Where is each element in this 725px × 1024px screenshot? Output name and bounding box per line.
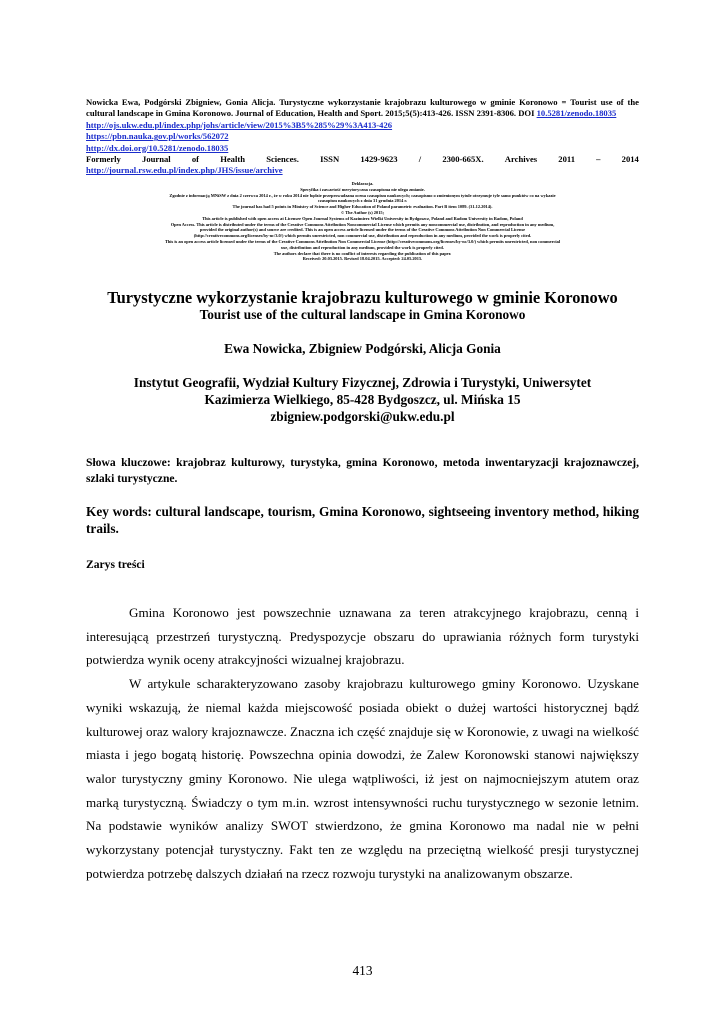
author-email: zbigniew.podgorski@ukw.edu.pl [270,409,455,424]
paragraph: Gmina Koronowo jest powszechnie uznawana za teren atrakcyjnego krajobrazu, cenną i interesującą przestrzeń turystyczną. Predyspozycje obszaru do uprawiania różnych form turystyki potwierdza wynik oceny atrakcyjności wizualnej krajobrazu. [86,605,639,668]
dx-doi-link[interactable]: http://dx.doi.org/10.5281/zenodo.18035 [86,142,229,153]
declaration-line: (http://creativecommons.org/licenses/by-nc/3.0/) which permits unrestricted, non commercial use, distribution and reproduction in any medium, provided the work is properly cited. [193,233,532,239]
declaration-line: use, distribution and reproduction in any medium, provided the work is properly cited. [281,244,444,250]
article-title-polish: Turystyczne wykorzystanie krajobrazu kulturowego w gminie Koronowo [107,288,618,307]
keywords-english: Key words: cultural landscape, tourism, Gmina Koronowo, sightseeing inventory method, hiking trails. [86,504,639,536]
declaration-line: The authors declare that there is no conflict of interests regarding the publication of this paper. [273,250,452,256]
paragraph: W artykule scharakteryzowano zasoby krajobrazu kulturowego gminy Koronowo. Uzyskane wyniki wskazują, że niemal każda miejscowość posiada obiekt o dużej wartości historycznej bądź kulturowej oraz walory krajoznawcze. Znaczna ich część znajduje się w Koronowie, z uwagi na wielkość miasta i jego bogatą historię. Powszechna opinia dowodzi, że Zalew Koronowski stanowi największy walor turystyczny gminy Koronowo. Nie ulega wątpliwości, iż jest on najmocniejszym atutem oraz marką turystyczną. Świadczy o tym m.in. wzrost intensywności ruchu turystycznego w sezonie letnim. Na podstawie wyników analizy SWOT stwierdzono, że gmina Koronowo ma nadal nie w pełni wykorzystany potencjał turystyczny. Fakt ten ze względu na przeciętną wielkość presji turystycznej potwierdza potrzebę dalszych działań na rzecz rozwoju turystyki na analizowanym obszarze. [86,676,639,881]
declaration-line: © The Author (s) 2015; [340,209,385,215]
declaration-line: Specyfika i zawartość merytoryczna czasopisma nie ulega zmianie. [300,186,425,192]
archive-link[interactable]: http://journal.rsw.edu.pl/index.php/JHS/issue/archive [86,165,283,176]
affiliation [86,374,639,425]
declaration-line: czasopism naukowych z dnia 31 grudnia 2014 r. [317,198,408,204]
affiliation-line: Instytut Geografii, Wydział Kultury Fizycznej, Zdrowia i Turystyki, Uniwersytet [133,375,592,390]
declaration-line: Deklaracja. [351,181,374,186]
citation-text: Nowicka Ewa, Podgórski Zbigniew, Gonia Alicja. Turystyczne wykorzystanie krajobrazu kulturowego w gminie Koronowo = Tourist use of the cultural landscape in Gmina Koronowo. Journal of Education, Health and Sport. 2015;5(5):413-426. ISSN 2391-8306. DOI 10.5281/zenodo.18035 [86,97,639,119]
formerly-line: Formerly Journal of Health Sciences. ISSN 1429-9623 / 2300-665X. Archives 2011 – 2014 [86,154,639,165]
page-number: 413 [352,963,373,978]
authors: Ewa Nowicka, Zbigniew Podgórski, Alicja Gonia [224,341,501,356]
pbn-link[interactable]: https://pbn.nauka.gov.pl/works/562072 [86,131,229,142]
affiliation-line: Kazimierza Wielkiego, 85-428 Bydgoszcz, ul. Mińska 15 [204,392,521,407]
declaration-line: This is an open access article licensed under the terms of the Creative Commons Attribution Non Commercial License (http://creativecommons.org/licenses/by-nc/3.0/) which permits unrestricted, non commercial [164,238,561,244]
declaration-line: Zgodnie z informacją MNiSW z dnia 2 czerwca 2014 r., że w roku 2014 nie będzie przeprowadzana ocena czasopism naukowych; czasopismo o zmienionym tytule otrzymuje tyle samo punktów co na wykazie [169,192,556,198]
citation-header [86,97,639,177]
declaration-line: Received: 20.03.2015. Revised 18.04.2015. Accepted: 24.05.2015. [302,256,423,262]
declaration-block [60,181,665,262]
keywords-polish: Słowa kluczowe: krajobraz kulturowy, turystyka, gmina Koronowo, metoda inwentaryzacji krajoznawczej, szlaki turystyczne. [86,456,639,485]
abstract-body [86,601,639,885]
article-title-english: Tourist use of the cultural landscape in Gmina Koronowo [199,307,526,322]
section-heading: Zarys treści [86,558,145,571]
declaration-line: This article is published with open access at Licensee Open Journal Systems of Kazimierz Wielki University in Bydgoszcz, Poland and Radom University in Radom, Poland [202,215,523,221]
declaration-line: The journal has had 5 points in Ministry of Science and Higher Education of Poland parametric evaluation. Part B item 1089. (31.12.2014). [232,204,493,210]
doi-link[interactable]: 10.5281/zenodo.18035 [536,108,617,119]
ojs-link[interactable]: http://ojs.ukw.edu.pl/index.php/johs/article/view/2015%3B5%285%29%3A413-426 [86,119,393,130]
declaration-line: provided the original author(s) and source are credited. This is an open access article licensed under the terms of the Creative Commons Attribution Non Commercial License [199,227,526,233]
declaration-line: Open Access. This article is distributed under the terms of the Creative Commons Attribution Noncommercial License which permits any noncommercial use, distribution, and reproduction in any medium, [170,221,555,227]
